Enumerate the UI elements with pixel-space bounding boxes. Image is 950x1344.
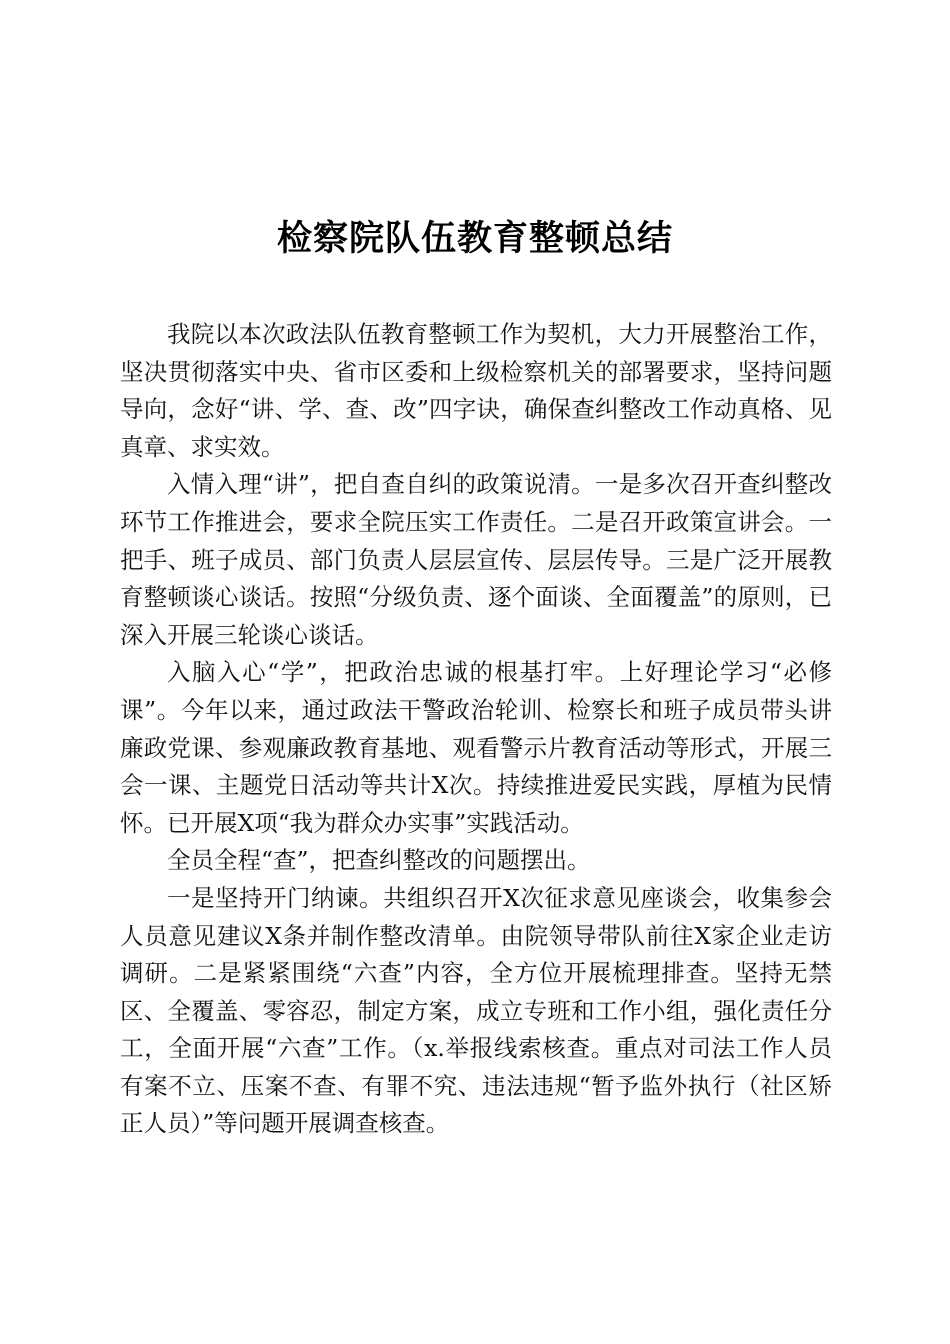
paragraph-jiang: 入情入理“讲”，把自查自纠的政策说清。一是多次召开查纠整改环节工作推进会，要求全院压实工作责任。二是召开政策宣讲会。一把手、班子成员、部门负责人层层宣传、层层传导。三是广泛开展教育整顿谈心谈话。按照“分级负责、逐个面谈、全面覆盖”的原则，已深入开展三轮谈心谈话。 (120, 470, 832, 649)
document-body (120, 316, 832, 1143)
paragraph-cha-detail: 一是坚持开门纳谏。共组织召开X次征求意见座谈会，收集参会人员意见建议X条并制作整改清单。由院领导带队前往X家企业走访调研。二是紧紧围绕“六查”内容，全方位开展梳理排查。坚持无禁区、全覆盖、零容忍，制定方案，成立专班和工作小组，强化责任分工，全面开展“六查”工作。（x.举报线索核查。重点对司法工作人员有案不立、压案不查、有罪不究、违法违规“暂予监外执行（社区矫正人员）”等问题开展调查核查。 (120, 883, 832, 1138)
paragraph-xue: 入脑入心“学”，把政治忠诚的根基打牢。上好理论学习“必修课”。今年以来，通过政法干警政治轮训、检察长和班子成员带头讲廉政党课、参观廉政教育基地、观看警示片教育活动等形式，开展三会一课、主题党日活动等共计X次。持续推进爱民实践，厚植为民情怀。已开展X项“我为群众办实事”实践活动。 (120, 658, 832, 837)
paragraph-intro: 我院以本次政法队伍教育整顿工作为契机，大力开展整治工作，坚决贯彻落实中央、省市区委和上级检察机关的部署要求，坚持问题导向，念好“讲、学、查、改”四字诀，确保查纠整改工作动真格、见真章、求实效。 (120, 320, 832, 461)
paragraph-cha-heading: 全员全程“查”，把查纠整改的问题摆出。 (167, 846, 591, 875)
document-title: 检察院队伍教育整顿总结 (276, 218, 673, 259)
